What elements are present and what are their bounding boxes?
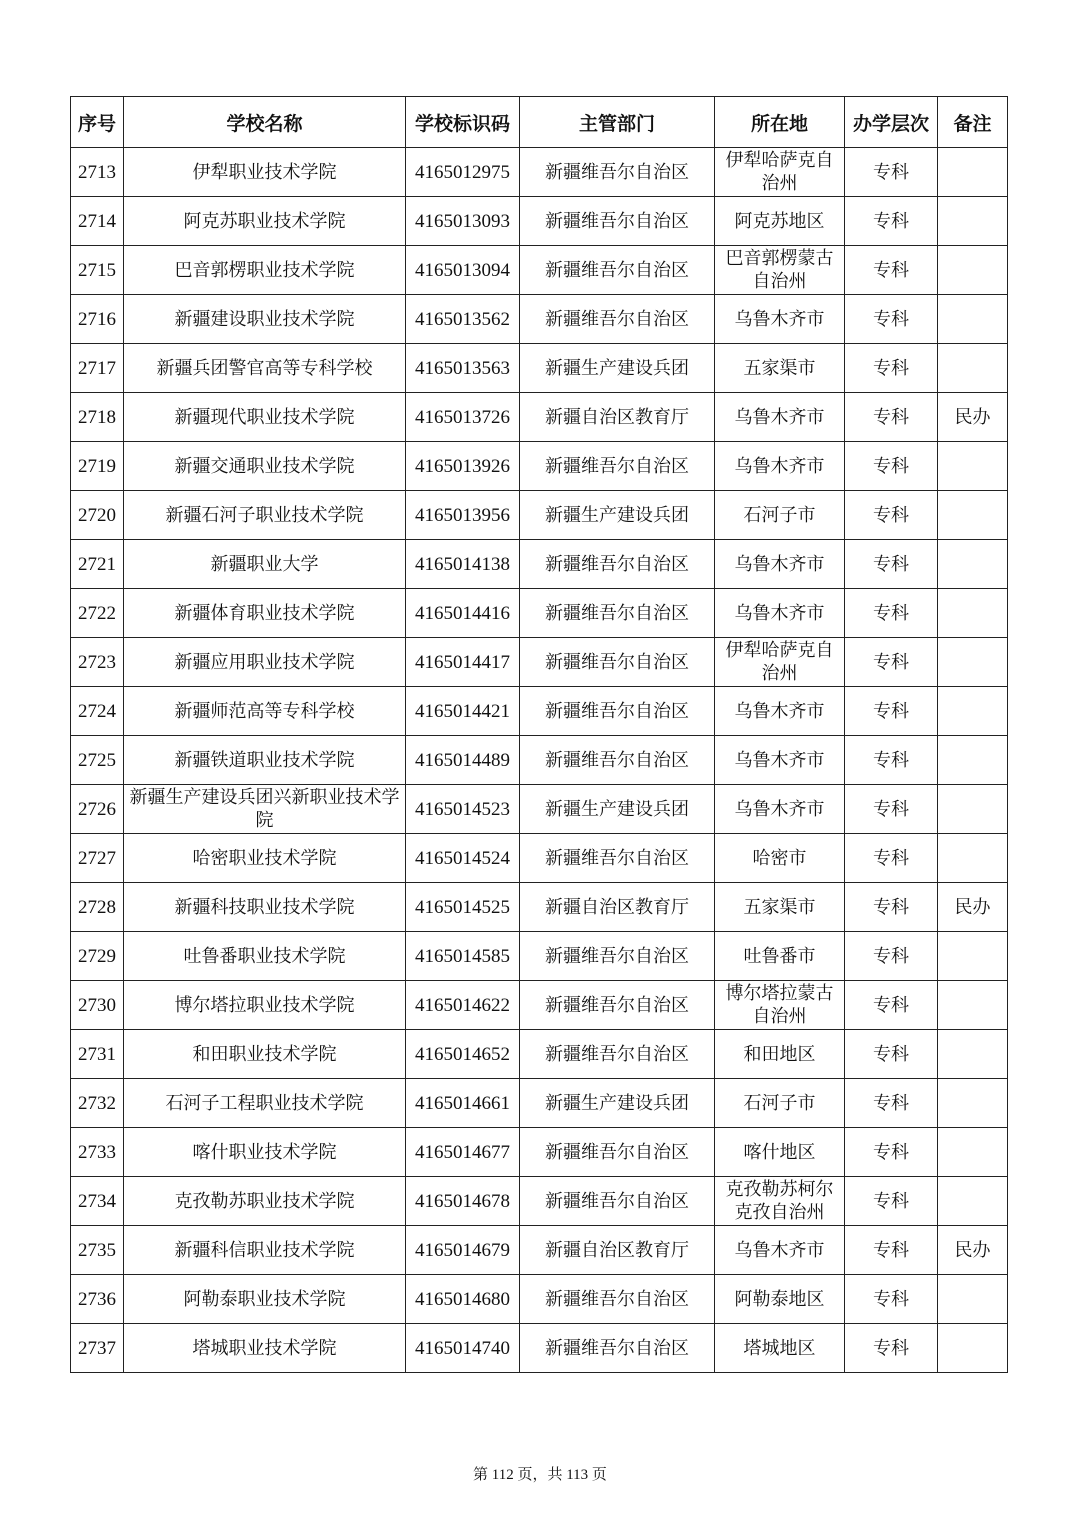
cell-school-name: 新疆石河子职业技术学院 [124, 491, 406, 540]
cell-department: 新疆维吾尔自治区 [520, 1324, 715, 1373]
cell-level: 专科 [845, 883, 938, 932]
cell-location: 乌鲁木齐市 [715, 687, 845, 736]
cell-school-name: 新疆现代职业技术学院 [124, 393, 406, 442]
cell-school-code: 4165014525 [406, 883, 520, 932]
table-row [71, 883, 1008, 932]
cell-department: 新疆维吾尔自治区 [520, 589, 715, 638]
cell-seq: 2719 [71, 442, 124, 491]
table-row [71, 736, 1008, 785]
cell-school-code: 4165013726 [406, 393, 520, 442]
cell-remark [938, 246, 1008, 295]
table-row [71, 981, 1008, 1030]
cell-location: 乌鲁木齐市 [715, 589, 845, 638]
cell-school-name: 石河子工程职业技术学院 [124, 1079, 406, 1128]
cell-seq: 2716 [71, 295, 124, 344]
cell-remark [938, 932, 1008, 981]
cell-seq: 2736 [71, 1275, 124, 1324]
cell-school-name: 新疆建设职业技术学院 [124, 295, 406, 344]
cell-seq: 2729 [71, 932, 124, 981]
table-row [71, 785, 1008, 834]
cell-seq: 2733 [71, 1128, 124, 1177]
cell-school-code: 4165014421 [406, 687, 520, 736]
cell-location: 乌鲁木齐市 [715, 393, 845, 442]
cell-department: 新疆维吾尔自治区 [520, 638, 715, 687]
table-body [71, 148, 1008, 1373]
table-row [71, 834, 1008, 883]
cell-department: 新疆维吾尔自治区 [520, 981, 715, 1030]
cell-school-name: 博尔塔拉职业技术学院 [124, 981, 406, 1030]
cell-school-code: 4165014680 [406, 1275, 520, 1324]
cell-department: 新疆维吾尔自治区 [520, 1177, 715, 1226]
cell-department: 新疆生产建设兵团 [520, 491, 715, 540]
header-department: 主管部门 [520, 97, 715, 148]
cell-department: 新疆维吾尔自治区 [520, 1275, 715, 1324]
cell-department: 新疆维吾尔自治区 [520, 1128, 715, 1177]
cell-school-name: 喀什职业技术学院 [124, 1128, 406, 1177]
cell-level: 专科 [845, 981, 938, 1030]
cell-school-name: 塔城职业技术学院 [124, 1324, 406, 1373]
cell-seq: 2715 [71, 246, 124, 295]
cell-department: 新疆生产建设兵团 [520, 785, 715, 834]
cell-school-code: 4165013563 [406, 344, 520, 393]
header-school-code: 学校标识码 [406, 97, 520, 148]
cell-school-code: 4165013093 [406, 197, 520, 246]
cell-level: 专科 [845, 344, 938, 393]
cell-remark [938, 981, 1008, 1030]
cell-level: 专科 [845, 1275, 938, 1324]
table-row [71, 344, 1008, 393]
cell-school-code: 4165014677 [406, 1128, 520, 1177]
header-location: 所在地 [715, 97, 845, 148]
table-header [71, 97, 1008, 148]
cell-remark [938, 1079, 1008, 1128]
table-row [71, 442, 1008, 491]
cell-level: 专科 [845, 687, 938, 736]
cell-remark [938, 491, 1008, 540]
cell-school-name: 新疆师范高等专科学校 [124, 687, 406, 736]
cell-seq: 2724 [71, 687, 124, 736]
cell-seq: 2734 [71, 1177, 124, 1226]
cell-department: 新疆维吾尔自治区 [520, 834, 715, 883]
cell-school-name: 伊犁职业技术学院 [124, 148, 406, 197]
table-row [71, 491, 1008, 540]
cell-seq: 2714 [71, 197, 124, 246]
table-row [71, 1030, 1008, 1079]
table-row [71, 1324, 1008, 1373]
cell-level: 专科 [845, 785, 938, 834]
cell-seq: 2713 [71, 148, 124, 197]
cell-location: 石河子市 [715, 1079, 845, 1128]
cell-school-code: 4165014417 [406, 638, 520, 687]
cell-seq: 2732 [71, 1079, 124, 1128]
cell-location: 乌鲁木齐市 [715, 442, 845, 491]
cell-department: 新疆维吾尔自治区 [520, 246, 715, 295]
cell-seq: 2718 [71, 393, 124, 442]
cell-level: 专科 [845, 932, 938, 981]
table-row [71, 540, 1008, 589]
cell-school-name: 新疆兵团警官高等专科学校 [124, 344, 406, 393]
cell-department: 新疆生产建设兵团 [520, 344, 715, 393]
table-row [71, 148, 1008, 197]
table-row [71, 295, 1008, 344]
cell-remark [938, 785, 1008, 834]
cell-level: 专科 [845, 736, 938, 785]
cell-seq: 2723 [71, 638, 124, 687]
cell-department: 新疆维吾尔自治区 [520, 442, 715, 491]
table-row [71, 932, 1008, 981]
cell-seq: 2720 [71, 491, 124, 540]
school-list-table [70, 96, 1008, 1373]
cell-school-name: 和田职业技术学院 [124, 1030, 406, 1079]
cell-school-name: 哈密职业技术学院 [124, 834, 406, 883]
cell-department: 新疆自治区教育厅 [520, 883, 715, 932]
cell-school-name: 新疆交通职业技术学院 [124, 442, 406, 491]
cell-remark [938, 638, 1008, 687]
cell-level: 专科 [845, 1324, 938, 1373]
cell-location: 乌鲁木齐市 [715, 785, 845, 834]
cell-seq: 2731 [71, 1030, 124, 1079]
cell-remark: 民办 [938, 883, 1008, 932]
page-footer: 第 112 页，共 113 页 [473, 1467, 607, 1483]
cell-level: 专科 [845, 1177, 938, 1226]
cell-seq: 2728 [71, 883, 124, 932]
cell-seq: 2727 [71, 834, 124, 883]
cell-school-code: 4165013926 [406, 442, 520, 491]
cell-remark: 民办 [938, 393, 1008, 442]
header-remark: 备注 [938, 97, 1008, 148]
cell-location: 伊犁哈萨克自治州 [715, 638, 845, 687]
cell-location: 吐鲁番市 [715, 932, 845, 981]
cell-remark [938, 834, 1008, 883]
cell-school-code: 4165014416 [406, 589, 520, 638]
cell-remark [938, 148, 1008, 197]
cell-location: 石河子市 [715, 491, 845, 540]
cell-school-code: 4165014678 [406, 1177, 520, 1226]
cell-location: 伊犁哈萨克自治州 [715, 148, 845, 197]
cell-school-code: 4165014661 [406, 1079, 520, 1128]
table-row [71, 687, 1008, 736]
cell-location: 五家渠市 [715, 883, 845, 932]
cell-location: 巴音郭楞蒙古自治州 [715, 246, 845, 295]
cell-level: 专科 [845, 295, 938, 344]
cell-level: 专科 [845, 246, 938, 295]
cell-location: 克孜勒苏柯尔克孜自治州 [715, 1177, 845, 1226]
cell-level: 专科 [845, 834, 938, 883]
cell-department: 新疆自治区教育厅 [520, 1226, 715, 1275]
cell-remark [938, 344, 1008, 393]
table-row [71, 1128, 1008, 1177]
cell-level: 专科 [845, 589, 938, 638]
cell-department: 新疆维吾尔自治区 [520, 540, 715, 589]
cell-department: 新疆生产建设兵团 [520, 1079, 715, 1128]
cell-seq: 2726 [71, 785, 124, 834]
cell-school-code: 4165014622 [406, 981, 520, 1030]
cell-school-code: 4165014585 [406, 932, 520, 981]
cell-level: 专科 [845, 491, 938, 540]
cell-department: 新疆维吾尔自治区 [520, 1030, 715, 1079]
cell-location: 乌鲁木齐市 [715, 295, 845, 344]
cell-school-code: 4165014652 [406, 1030, 520, 1079]
cell-remark [938, 589, 1008, 638]
cell-level: 专科 [845, 1079, 938, 1128]
cell-location: 塔城地区 [715, 1324, 845, 1373]
cell-school-name: 新疆科信职业技术学院 [124, 1226, 406, 1275]
header-school-name: 学校名称 [124, 97, 406, 148]
cell-location: 博尔塔拉蒙古自治州 [715, 981, 845, 1030]
header-seq: 序号 [71, 97, 124, 148]
cell-department: 新疆维吾尔自治区 [520, 736, 715, 785]
cell-level: 专科 [845, 197, 938, 246]
cell-school-name: 新疆生产建设兵团兴新职业技术学院 [124, 785, 406, 834]
header-row [71, 97, 1008, 148]
cell-school-name: 新疆铁道职业技术学院 [124, 736, 406, 785]
cell-department: 新疆维吾尔自治区 [520, 295, 715, 344]
cell-seq: 2725 [71, 736, 124, 785]
table-row [71, 1226, 1008, 1275]
cell-department: 新疆维吾尔自治区 [520, 932, 715, 981]
cell-department: 新疆维吾尔自治区 [520, 197, 715, 246]
cell-school-code: 4165014524 [406, 834, 520, 883]
cell-school-name: 克孜勒苏职业技术学院 [124, 1177, 406, 1226]
cell-location: 阿克苏地区 [715, 197, 845, 246]
cell-school-code: 4165014523 [406, 785, 520, 834]
cell-remark [938, 687, 1008, 736]
cell-school-code: 4165013956 [406, 491, 520, 540]
cell-remark [938, 1128, 1008, 1177]
table-row [71, 589, 1008, 638]
table-row [71, 638, 1008, 687]
cell-remark [938, 197, 1008, 246]
header-level: 办学层次 [845, 97, 938, 148]
cell-school-code: 4165014138 [406, 540, 520, 589]
cell-school-name: 阿勒泰职业技术学院 [124, 1275, 406, 1324]
cell-level: 专科 [845, 1128, 938, 1177]
cell-level: 专科 [845, 540, 938, 589]
cell-location: 哈密市 [715, 834, 845, 883]
cell-location: 喀什地区 [715, 1128, 845, 1177]
cell-seq: 2721 [71, 540, 124, 589]
cell-location: 乌鲁木齐市 [715, 736, 845, 785]
cell-school-name: 新疆科技职业技术学院 [124, 883, 406, 932]
cell-level: 专科 [845, 638, 938, 687]
table-row [71, 393, 1008, 442]
cell-seq: 2735 [71, 1226, 124, 1275]
table-row [71, 1079, 1008, 1128]
cell-school-name: 阿克苏职业技术学院 [124, 197, 406, 246]
cell-remark [938, 736, 1008, 785]
cell-school-code: 4165014489 [406, 736, 520, 785]
cell-remark [938, 1275, 1008, 1324]
cell-school-code: 4165014679 [406, 1226, 520, 1275]
cell-department: 新疆自治区教育厅 [520, 393, 715, 442]
cell-department: 新疆维吾尔自治区 [520, 687, 715, 736]
table-row [71, 197, 1008, 246]
cell-remark [938, 540, 1008, 589]
cell-location: 和田地区 [715, 1030, 845, 1079]
cell-location: 乌鲁木齐市 [715, 1226, 845, 1275]
cell-school-name: 新疆职业大学 [124, 540, 406, 589]
cell-level: 专科 [845, 393, 938, 442]
cell-level: 专科 [845, 442, 938, 491]
cell-seq: 2717 [71, 344, 124, 393]
cell-seq: 2730 [71, 981, 124, 1030]
table-row [71, 1275, 1008, 1324]
cell-school-code: 4165013562 [406, 295, 520, 344]
cell-school-name: 巴音郭楞职业技术学院 [124, 246, 406, 295]
cell-school-code: 4165014740 [406, 1324, 520, 1373]
cell-location: 五家渠市 [715, 344, 845, 393]
cell-school-code: 4165012975 [406, 148, 520, 197]
cell-seq: 2722 [71, 589, 124, 638]
cell-school-name: 新疆应用职业技术学院 [124, 638, 406, 687]
cell-remark: 民办 [938, 1226, 1008, 1275]
cell-location: 阿勒泰地区 [715, 1275, 845, 1324]
cell-remark [938, 295, 1008, 344]
cell-school-code: 4165013094 [406, 246, 520, 295]
cell-department: 新疆维吾尔自治区 [520, 148, 715, 197]
cell-level: 专科 [845, 1226, 938, 1275]
table-row [71, 1177, 1008, 1226]
cell-remark [938, 1177, 1008, 1226]
cell-seq: 2737 [71, 1324, 124, 1373]
cell-location: 乌鲁木齐市 [715, 540, 845, 589]
cell-remark [938, 442, 1008, 491]
cell-school-name: 新疆体育职业技术学院 [124, 589, 406, 638]
table-row [71, 246, 1008, 295]
cell-level: 专科 [845, 1030, 938, 1079]
cell-level: 专科 [845, 148, 938, 197]
cell-remark [938, 1030, 1008, 1079]
cell-remark [938, 1324, 1008, 1373]
cell-school-name: 吐鲁番职业技术学院 [124, 932, 406, 981]
